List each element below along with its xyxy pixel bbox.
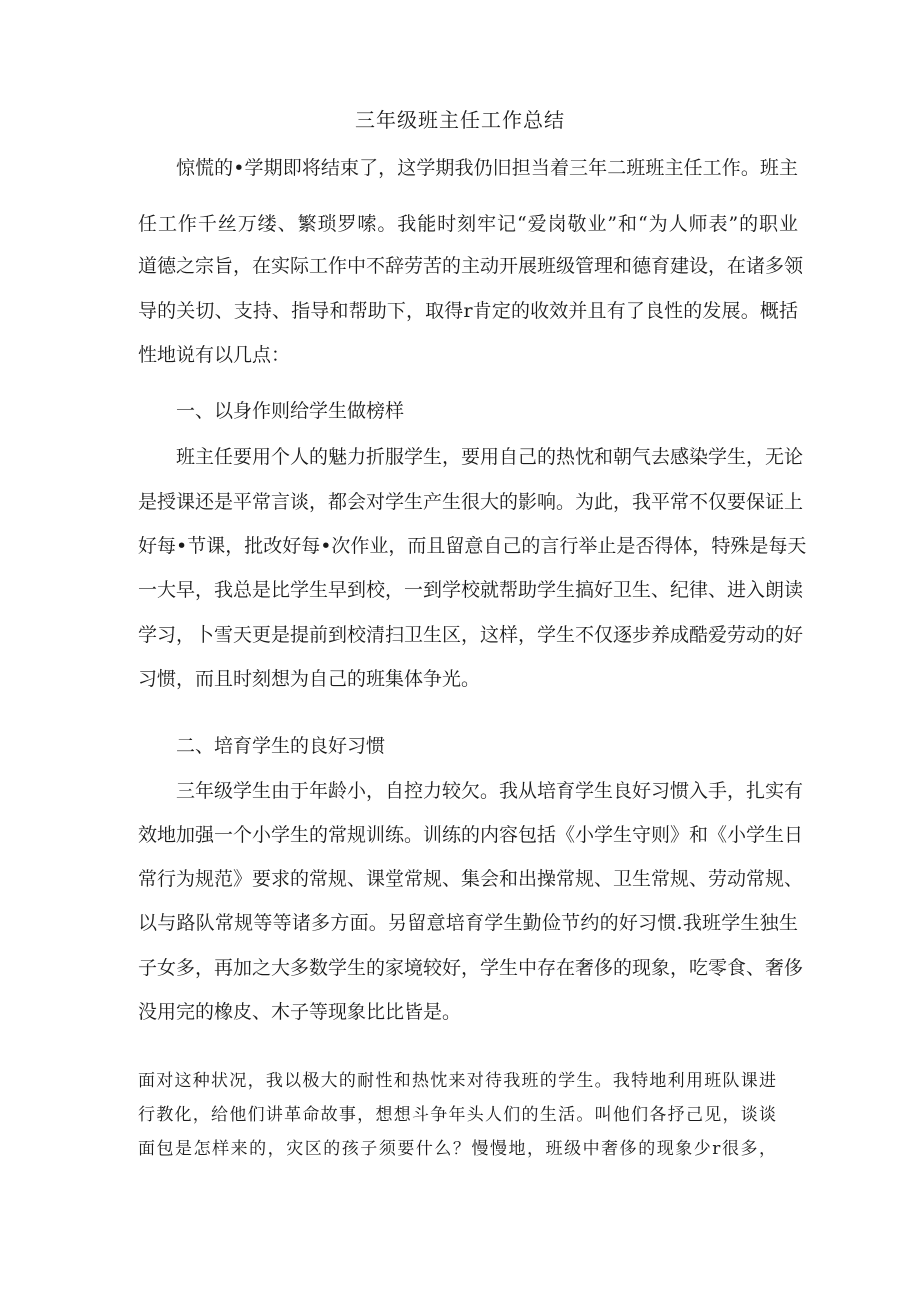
- closing-line: 行教化，给他们讲革命故事，想想斗争年头人们的生活。叫他们各抒己见，谈谈: [138, 1105, 776, 1125]
- section-heading: 一、以身作则给学生做榜样: [176, 400, 405, 422]
- body-line: 三年级学生由于年龄小，自控力较欠。我从培育学生良好习惯入手，扎实有: [176, 780, 804, 802]
- body-line: 没用完的橡皮、木子等现象比比皆是。: [138, 1001, 462, 1023]
- intro-line: 导的关切、支持、指导和帮助下，取得r肯定的收效并且有了良性的发展。概括: [138, 300, 798, 322]
- intro-line: 性地说有以几点：: [138, 344, 291, 366]
- document-title: 三年级班主任工作总结: [355, 108, 565, 132]
- body-line: 好每•节课，批改好每•次作业，而且留意自己的言行举止是否得体，特殊是每天: [138, 535, 807, 557]
- intro-line: 任工作千丝万缕、繁琐罗嗦。我能时刻牢记“爱岗敬业”和“为人师表”的职业: [138, 213, 798, 235]
- body-line: 习惯，而且时刻想为自己的班集体争光。: [138, 668, 481, 690]
- body-line: 学习，卜雪天更是提前到校清扫卫生区，这样，学生不仅逐步养成酷爱劳动的好: [138, 624, 804, 646]
- body-line: 一大早，我总是比学生早到校，一到学校就帮助学生搞好卫生、纪律、进入朗读: [138, 579, 804, 601]
- body-line: 常行为规范》要求的常规、课堂常规、集会和出操常规、卫生常规、劳动常规、: [138, 868, 804, 890]
- body-line: 子女多，再加之大多数学生的家境较好，学生中存在奢侈的现象，吃零食、奢侈: [138, 957, 804, 979]
- body-line: 以与路队常规等等诸多方面。另留意培育学生勤俭节约的好习惯.我班学生独生: [138, 912, 798, 934]
- closing-line: 面对这种状况，我以极大的耐性和热忱来对待我班的学生。我特地利用班队课进: [138, 1071, 776, 1091]
- closing-line: 面包是怎样来的，灾区的孩子须要什么？慢慢地，班级中奢侈的现象少r很多，: [138, 1139, 776, 1159]
- body-line: 效地加强一个小学生的常规训练。训练的内容包括《小学生守则》和《小学生日: [138, 824, 804, 846]
- intro-line: 惊慌的•学期即将结束了，这学期我仍旧担当着三年二班班主任工作。班主: [176, 157, 798, 179]
- intro-line: 道德之宗旨，在实际工作中不辞劳苦的主动开展班级管理和德育建设，在诸多领: [138, 255, 804, 277]
- body-line: 是授课还是平常言谈，都会对学生产生很大的影响。为此，我平常不仅要保证上: [138, 491, 804, 513]
- body-line: 班主任要用个人的魅力折服学生，要用自己的热忱和朝气去感染学生，无论: [176, 446, 804, 468]
- section-heading: 二、培育学生的良好习惯: [176, 735, 386, 757]
